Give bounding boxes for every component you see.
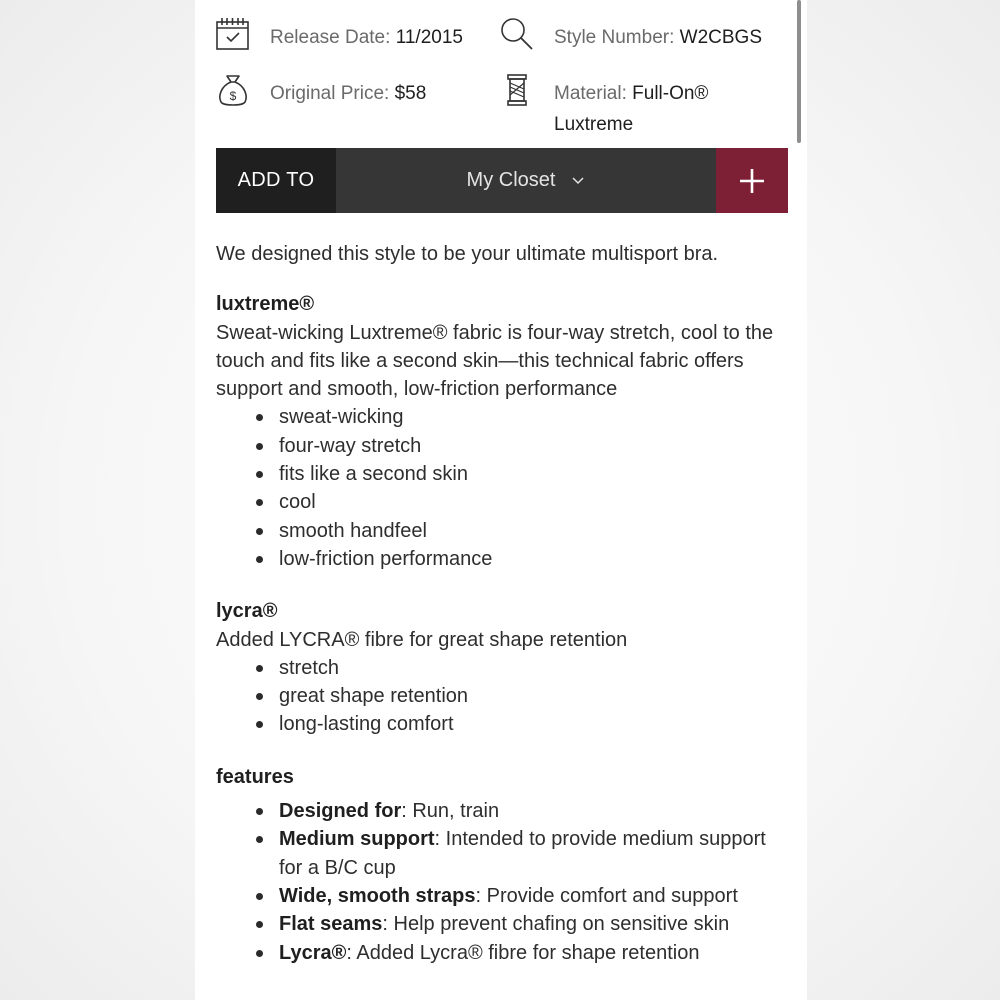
list-item: long-lasting comfort [279, 710, 786, 738]
original-price-item [215, 72, 426, 109]
feature-name: Designed for [279, 800, 402, 823]
list-item [279, 939, 786, 967]
search-icon [499, 16, 535, 52]
feature-text: : Help prevent chafing on sensitive skin [382, 913, 730, 936]
thread-spool-icon [499, 72, 535, 108]
style-number-value: W2CBGS [679, 27, 763, 48]
section-text: Added LYCRA® fibre for great shape retention [216, 628, 628, 651]
original-price-value: $58 [394, 83, 427, 104]
section-title: luxtreme® [216, 293, 315, 316]
feature-name: Lycra® [279, 941, 347, 964]
product-detail-panel [195, 0, 807, 1000]
list-item: great shape retention [279, 682, 786, 710]
list-item [279, 882, 786, 910]
list-item: cool [279, 488, 786, 516]
material-label: Material: [554, 83, 633, 104]
luxtreme-section [216, 290, 786, 573]
scrollbar[interactable] [797, 0, 801, 143]
calendar-icon [215, 16, 251, 52]
feature-name: Medium support [279, 828, 435, 851]
section-title: lycra® [216, 600, 278, 623]
list-item: smooth handfeel [279, 517, 786, 545]
luxtreme-bullets [216, 403, 786, 573]
feature-name: Wide, smooth straps [279, 884, 476, 907]
list-item: low-friction performance [279, 545, 786, 573]
product-description [216, 240, 786, 991]
chevron-down-icon [571, 174, 585, 188]
feature-text: : Added Lycra® fibre for shape retention [346, 941, 700, 964]
lycra-section [216, 597, 786, 738]
list-item [279, 825, 786, 882]
lycra-bullets [216, 654, 786, 739]
closet-dropdown-value: My Closet [466, 169, 556, 191]
feature-name: Flat seams [279, 913, 383, 936]
closet-dropdown[interactable] [336, 148, 716, 213]
product-meta [215, 16, 795, 146]
feature-text: : Provide comfort and support [475, 884, 738, 907]
style-number-label: Style Number: [554, 27, 680, 48]
plus-icon [739, 168, 765, 194]
list-item: four-way stretch [279, 432, 786, 460]
original-price-label: Original Price: [270, 83, 395, 104]
svg-text:$: $ [229, 89, 237, 103]
section-title: features [216, 765, 294, 788]
section-text: Sweat-wicking Luxtreme® fabric is four-way stretch, cool to the touch and fits like a second skin—this technical fabric offers support and smooth, low-friction performance [216, 321, 774, 401]
add-to-label: ADD TO [216, 148, 336, 213]
list-item: sweat-wicking [279, 403, 786, 431]
features-section [216, 763, 786, 967]
features-list [216, 797, 786, 967]
list-item [279, 910, 786, 938]
feature-text: : Intended to provide medium support for a B/C cup [279, 828, 766, 879]
intro-text: We designed this style to be your ultimate multisport bra. [216, 243, 719, 265]
list-item: stretch [279, 654, 786, 682]
add-to-closet-bar [216, 148, 788, 213]
money-bag-icon [215, 72, 251, 108]
list-item: fits like a second skin [279, 460, 786, 488]
style-number-item [499, 16, 762, 53]
list-item [279, 797, 786, 825]
add-button[interactable] [716, 148, 788, 213]
release-date-item [215, 16, 463, 53]
release-date-value: 11/2015 [395, 27, 463, 48]
material-item [499, 72, 759, 140]
feature-text: : Run, train [401, 800, 500, 823]
material-value: Full-On® Luxtreme [554, 83, 709, 135]
release-date-label: Release Date: [270, 27, 396, 48]
